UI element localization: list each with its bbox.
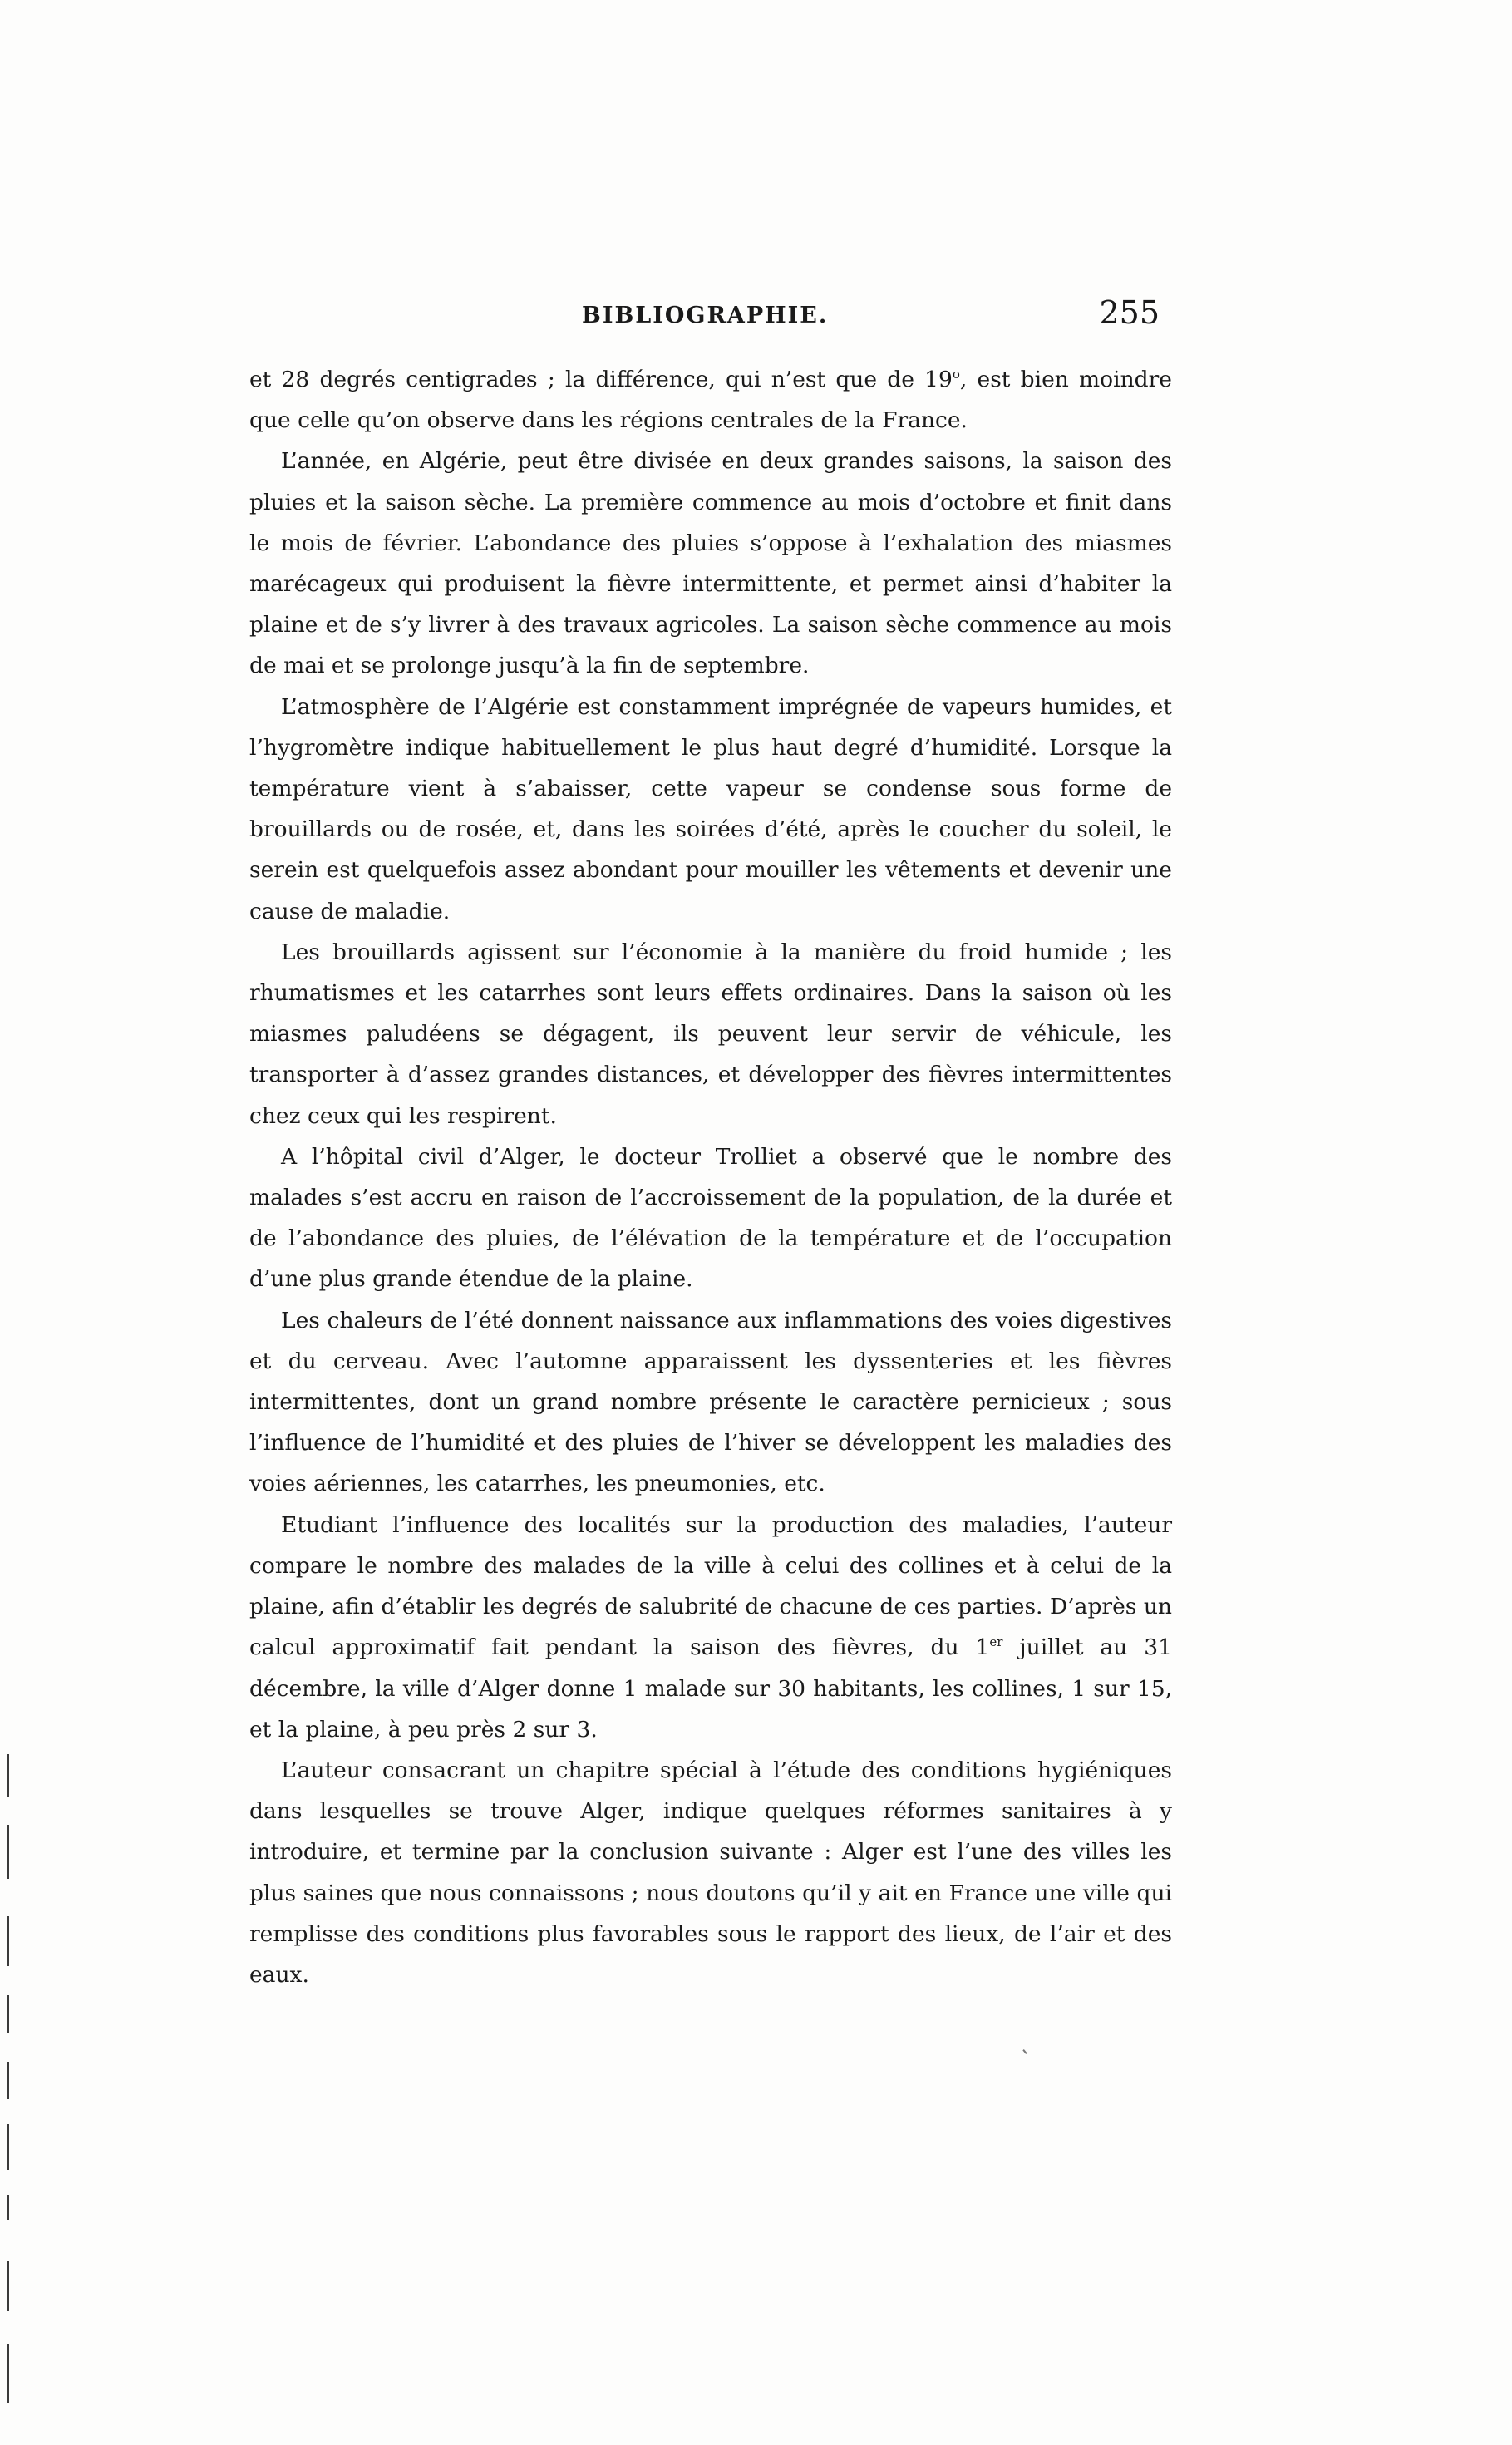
paragraph-6: Les chaleurs de l’été donnent naissance aux inflammations des voies digestives et du cerveau. Avec l’automne apparaissent les dyssenteries et les fièvres intermittentes, dont un grand nombre présente le caractère pernicieux ; sous l’influence de l’humidité et des pluies de l’hiver se développent les maladies des voies aériennes, les catarrhes, les pneumonies, etc. [249, 1307, 1172, 1497]
scan-edge-mark [7, 2124, 9, 2170]
paragraph-4: Les brouillards agissent sur l’économie à la manière du froid humide ; les rhumatismes et les catarrhes sont leurs effets ordinaires. Dans la saison où les miasmes paludéens se dégagent, ils peuvent leur servir de véhicule, les transporter à d’assez grandes distances, et développer des fièvres intermittentes chez ceux qui les respirent. [249, 939, 1172, 1129]
paragraph-7-lead: Etudiant l’influence des localités sur la production des maladies, l’auteur compare le nombre des malades de la ville à celui des collines et à celui de la plaine, afin d’établir les degrés de salubrité de chacune de ces parties. D’après un calcul approximatif fait pendant la saison des fièvres, du 1 [249, 1511, 1172, 1661]
scan-edge-mark [7, 2261, 9, 2311]
page-number: 255 [1099, 294, 1160, 331]
paragraph-1-tail: , est bien moindre que celle qu’on observe dans les régions centrales de la France. [249, 367, 1172, 434]
scan-edge-mark [7, 2062, 9, 2099]
scan-edge-mark [7, 1825, 9, 1879]
scan-speck [1022, 2049, 1027, 2054]
running-head [249, 294, 1160, 339]
degree-superscript: o [952, 367, 960, 382]
running-title: BIBLIOGRAPHIE. [582, 303, 829, 328]
text-body [249, 359, 1172, 1995]
scan-edge-mark [7, 1995, 9, 2033]
paragraph-1 [249, 359, 1172, 441]
paragraph-5: A l’hôpital civil d’Alger, le docteur Trolliet a observé que le nombre des malades s’est accru en raison de l’accroissement de la population, de la durée et de l’abondance des pluies, de l’élévation de la température et de l’occupation d’une plus grande étendue de la plaine. [249, 1143, 1172, 1293]
paragraph-2: L’année, en Algérie, peut être divisée en deux grandes saisons, la saison des pluies et la saison sèche. La première commence au mois d’octobre et finit dans le mois de février. L’abondance des pluies s’oppose à l’exhalation des miasmes marécageux qui produisent la fièvre intermittente, et permet ainsi d’habiter la plaine et de s’y livrer à des travaux agricoles. La saison sèche commence au mois de mai et se prolonge jusqu’à la fin de septembre. [249, 448, 1172, 679]
ordinal-superscript: er [989, 1634, 1003, 1650]
paragraph-3: L’atmosphère de l’Algérie est constamment imprégnée de vapeurs humides, et l’hygromètre indique habituellement le plus haut degré d’humidité. Lorsque la température vient à s’abaisser, cette vapeur se condense sous forme de brouillards ou de rosée, et, dans les soirées d’été, après le coucher du soleil, le serein est quelquefois assez abondant pour mouiller les vêtements et devenir une cause de maladie. [249, 693, 1172, 924]
paragraph-7 [249, 1505, 1172, 1750]
scan-edge-mark [7, 2195, 9, 2220]
scan-edge-mark [7, 2344, 9, 2403]
paragraph-8: L’auteur consacrant un chapitre spécial à l’étude des conditions hygiéniques dans lesquelles se trouve Alger, indique quelques réformes sanitaires à y introduire, et termine par la conclusion suivante : Alger est l’une des villes les plus saines que nous connaissons ; nous doutons qu’il y ait en France une ville qui remplisse des conditions plus favorables sous le rapport des lieux, de l’air et des eaux. [249, 1757, 1172, 1988]
scan-edge-mark [7, 1916, 9, 1966]
paragraph-7-tail: juillet au 31 décembre, la ville d’Alger donne 1 malade sur 30 habitants, les collines, 1 sur 15, et la plaine, à peu près 2 sur 3. [249, 1634, 1172, 1743]
scan-edge-mark [7, 1754, 9, 1797]
paragraph-1-lead: et 28 degrés centigrades ; la différence, qui n’est que de 19 [249, 367, 953, 392]
